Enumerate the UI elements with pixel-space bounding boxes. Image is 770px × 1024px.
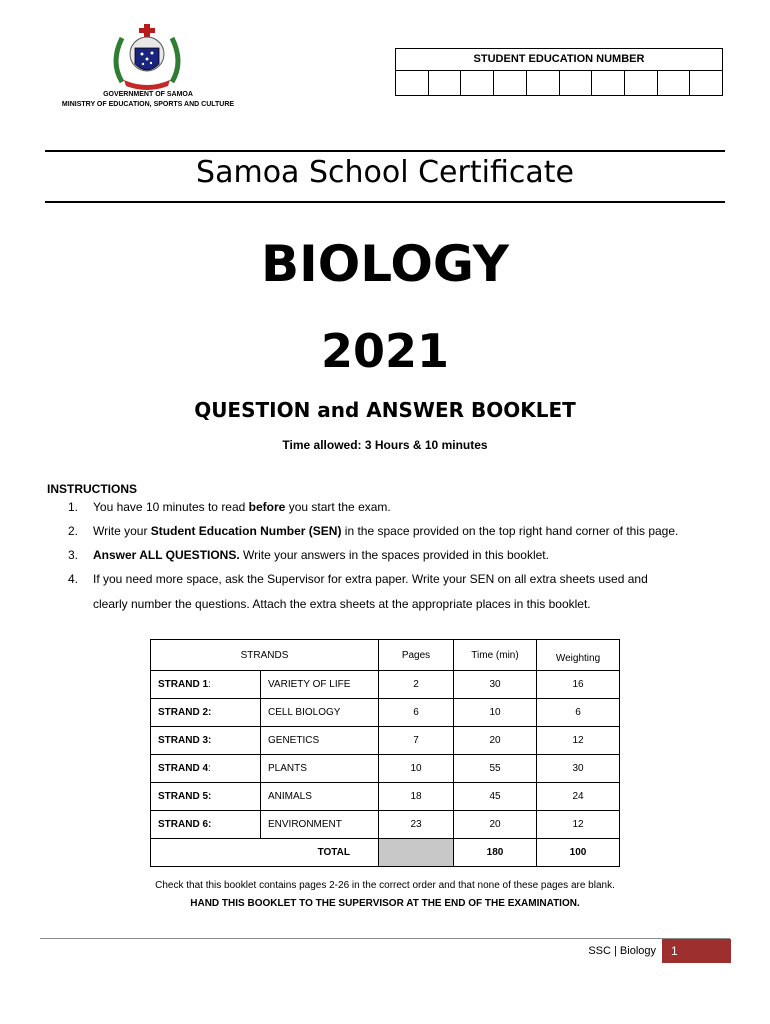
instruction-item-3: [68, 543, 718, 567]
table-row: [151, 783, 620, 811]
sen-cell[interactable]: [658, 71, 691, 96]
total-pages-shaded: [379, 839, 454, 867]
instruction-item-4: [68, 567, 718, 591]
strand-weighting: 12: [537, 811, 620, 839]
instruction-item-2: [68, 519, 718, 543]
header-time: Time (min): [454, 640, 537, 671]
table-header-row: [151, 640, 620, 671]
strand-cell: STRAND 3:: [151, 727, 261, 755]
header-pages: Pages: [379, 640, 454, 671]
sen-cell[interactable]: [429, 71, 462, 96]
strand-cell: STRAND 6:: [151, 811, 261, 839]
subject-title: BIOLOGY: [261, 235, 509, 293]
total-weighting: 100: [537, 839, 620, 867]
strand-weighting: 24: [537, 783, 620, 811]
instruction-text: in the space provided on the top right hand corner of this page.: [341, 524, 679, 538]
instruction-number: 3.: [68, 548, 79, 562]
strand-weighting: 16: [537, 671, 620, 699]
hand-in-note: HAND THIS BOOKLET TO THE SUPERVISOR AT THE END OF THE EXAMINATION.: [190, 898, 580, 909]
footer-label: SSC | Biology: [588, 945, 656, 957]
page-check-note: Check that this booklet contains pages 2-26 in the correct order and that none of these pages are blank.: [155, 880, 615, 891]
header-strands: STRANDS: [151, 640, 379, 671]
strand-time: 45: [454, 783, 537, 811]
table-total-row: [151, 839, 620, 867]
strand-cell: STRAND 5:: [151, 783, 261, 811]
instruction-text: If you need more space, ask the Supervisor for extra paper. Write your SEN on all extra sheets used and: [93, 572, 648, 586]
sen-cell[interactable]: [396, 71, 429, 96]
strand-time: 20: [454, 811, 537, 839]
sen-cell[interactable]: [690, 71, 722, 96]
samoa-coat-of-arms-icon: [108, 24, 186, 90]
sen-cell[interactable]: [461, 71, 494, 96]
instruction-text: Write your answers in the spaces provided in this booklet.: [239, 548, 549, 562]
sen-cell[interactable]: [560, 71, 593, 96]
instruction-emphasis: Answer ALL QUESTIONS.: [93, 548, 240, 562]
time-allowed: Time allowed: 3 Hours & 10 minutes: [282, 438, 488, 452]
exam-year: 2021: [320, 324, 450, 378]
strand-weighting: 12: [537, 727, 620, 755]
strand-pages: 10: [379, 755, 454, 783]
instruction-number: 4.: [68, 572, 79, 586]
ministry-heading: [40, 90, 256, 110]
sen-cell[interactable]: [494, 71, 527, 96]
sen-title: STUDENT EDUCATION NUMBER: [396, 49, 722, 71]
table-row: [151, 755, 620, 783]
header-weighting: Weighting: [537, 640, 620, 671]
strand-pages: 18: [379, 783, 454, 811]
gov-line-1: GOVERNMENT OF SAMOA: [103, 91, 193, 98]
instruction-number: 2.: [68, 524, 79, 538]
footer-rule: [40, 938, 730, 939]
instruction-text: Write your: [93, 524, 151, 538]
table-row: [151, 727, 620, 755]
strand-time: 10: [454, 699, 537, 727]
bottom-rule: [45, 201, 725, 203]
instruction-text: you start the exam.: [285, 500, 391, 514]
strand-name: ENVIRONMENT: [261, 811, 379, 839]
top-rule: [45, 150, 725, 152]
instruction-item-1: [68, 495, 718, 519]
strand-name: ANIMALS: [261, 783, 379, 811]
strand-time: 30: [454, 671, 537, 699]
table-row: [151, 699, 620, 727]
strand-weighting: 30: [537, 755, 620, 783]
sen-box: [395, 48, 723, 96]
strand-name: PLANTS: [261, 755, 379, 783]
certificate-title: Samoa School Certificate: [196, 155, 574, 190]
instructions-heading: INSTRUCTIONS: [47, 482, 137, 496]
instruction-number: 1.: [68, 500, 79, 514]
sen-cells: [396, 71, 722, 96]
gov-line-2: MINISTRY OF EDUCATION, SPORTS AND CULTURE: [61, 101, 235, 108]
strand-pages: 7: [379, 727, 454, 755]
strands-table: [150, 639, 620, 867]
total-label: TOTAL: [151, 839, 379, 867]
strand-pages: 6: [379, 699, 454, 727]
table-row: [151, 811, 620, 839]
instruction-text: You have 10 minutes to read: [93, 500, 249, 514]
sen-cell[interactable]: [592, 71, 625, 96]
strand-cell: STRAND 4:: [151, 755, 261, 783]
strand-cell: STRAND 1:: [151, 671, 261, 699]
strand-name: GENETICS: [261, 727, 379, 755]
instruction-emphasis: before: [248, 500, 286, 514]
table-row: [151, 671, 620, 699]
total-time: 180: [454, 839, 537, 867]
booklet-title: QUESTION and ANSWER BOOKLET: [194, 398, 576, 422]
strand-time: 20: [454, 727, 537, 755]
strand-name: CELL BIOLOGY: [261, 699, 379, 727]
strand-name: VARIETY OF LIFE: [261, 671, 379, 699]
strand-weighting: 6: [537, 699, 620, 727]
sen-cell[interactable]: [527, 71, 560, 96]
sen-cell[interactable]: [625, 71, 658, 96]
strand-pages: 2: [379, 671, 454, 699]
instruction-emphasis: Student Education Number (SEN): [150, 524, 342, 538]
page-number: 1: [662, 939, 731, 963]
strand-pages: 23: [379, 811, 454, 839]
strand-time: 55: [454, 755, 537, 783]
instruction-item-4-continued: clearly number the questions. Attach the extra sheets at the appropriate places in this booklet.: [93, 597, 591, 611]
strand-cell: STRAND 2:: [151, 699, 261, 727]
